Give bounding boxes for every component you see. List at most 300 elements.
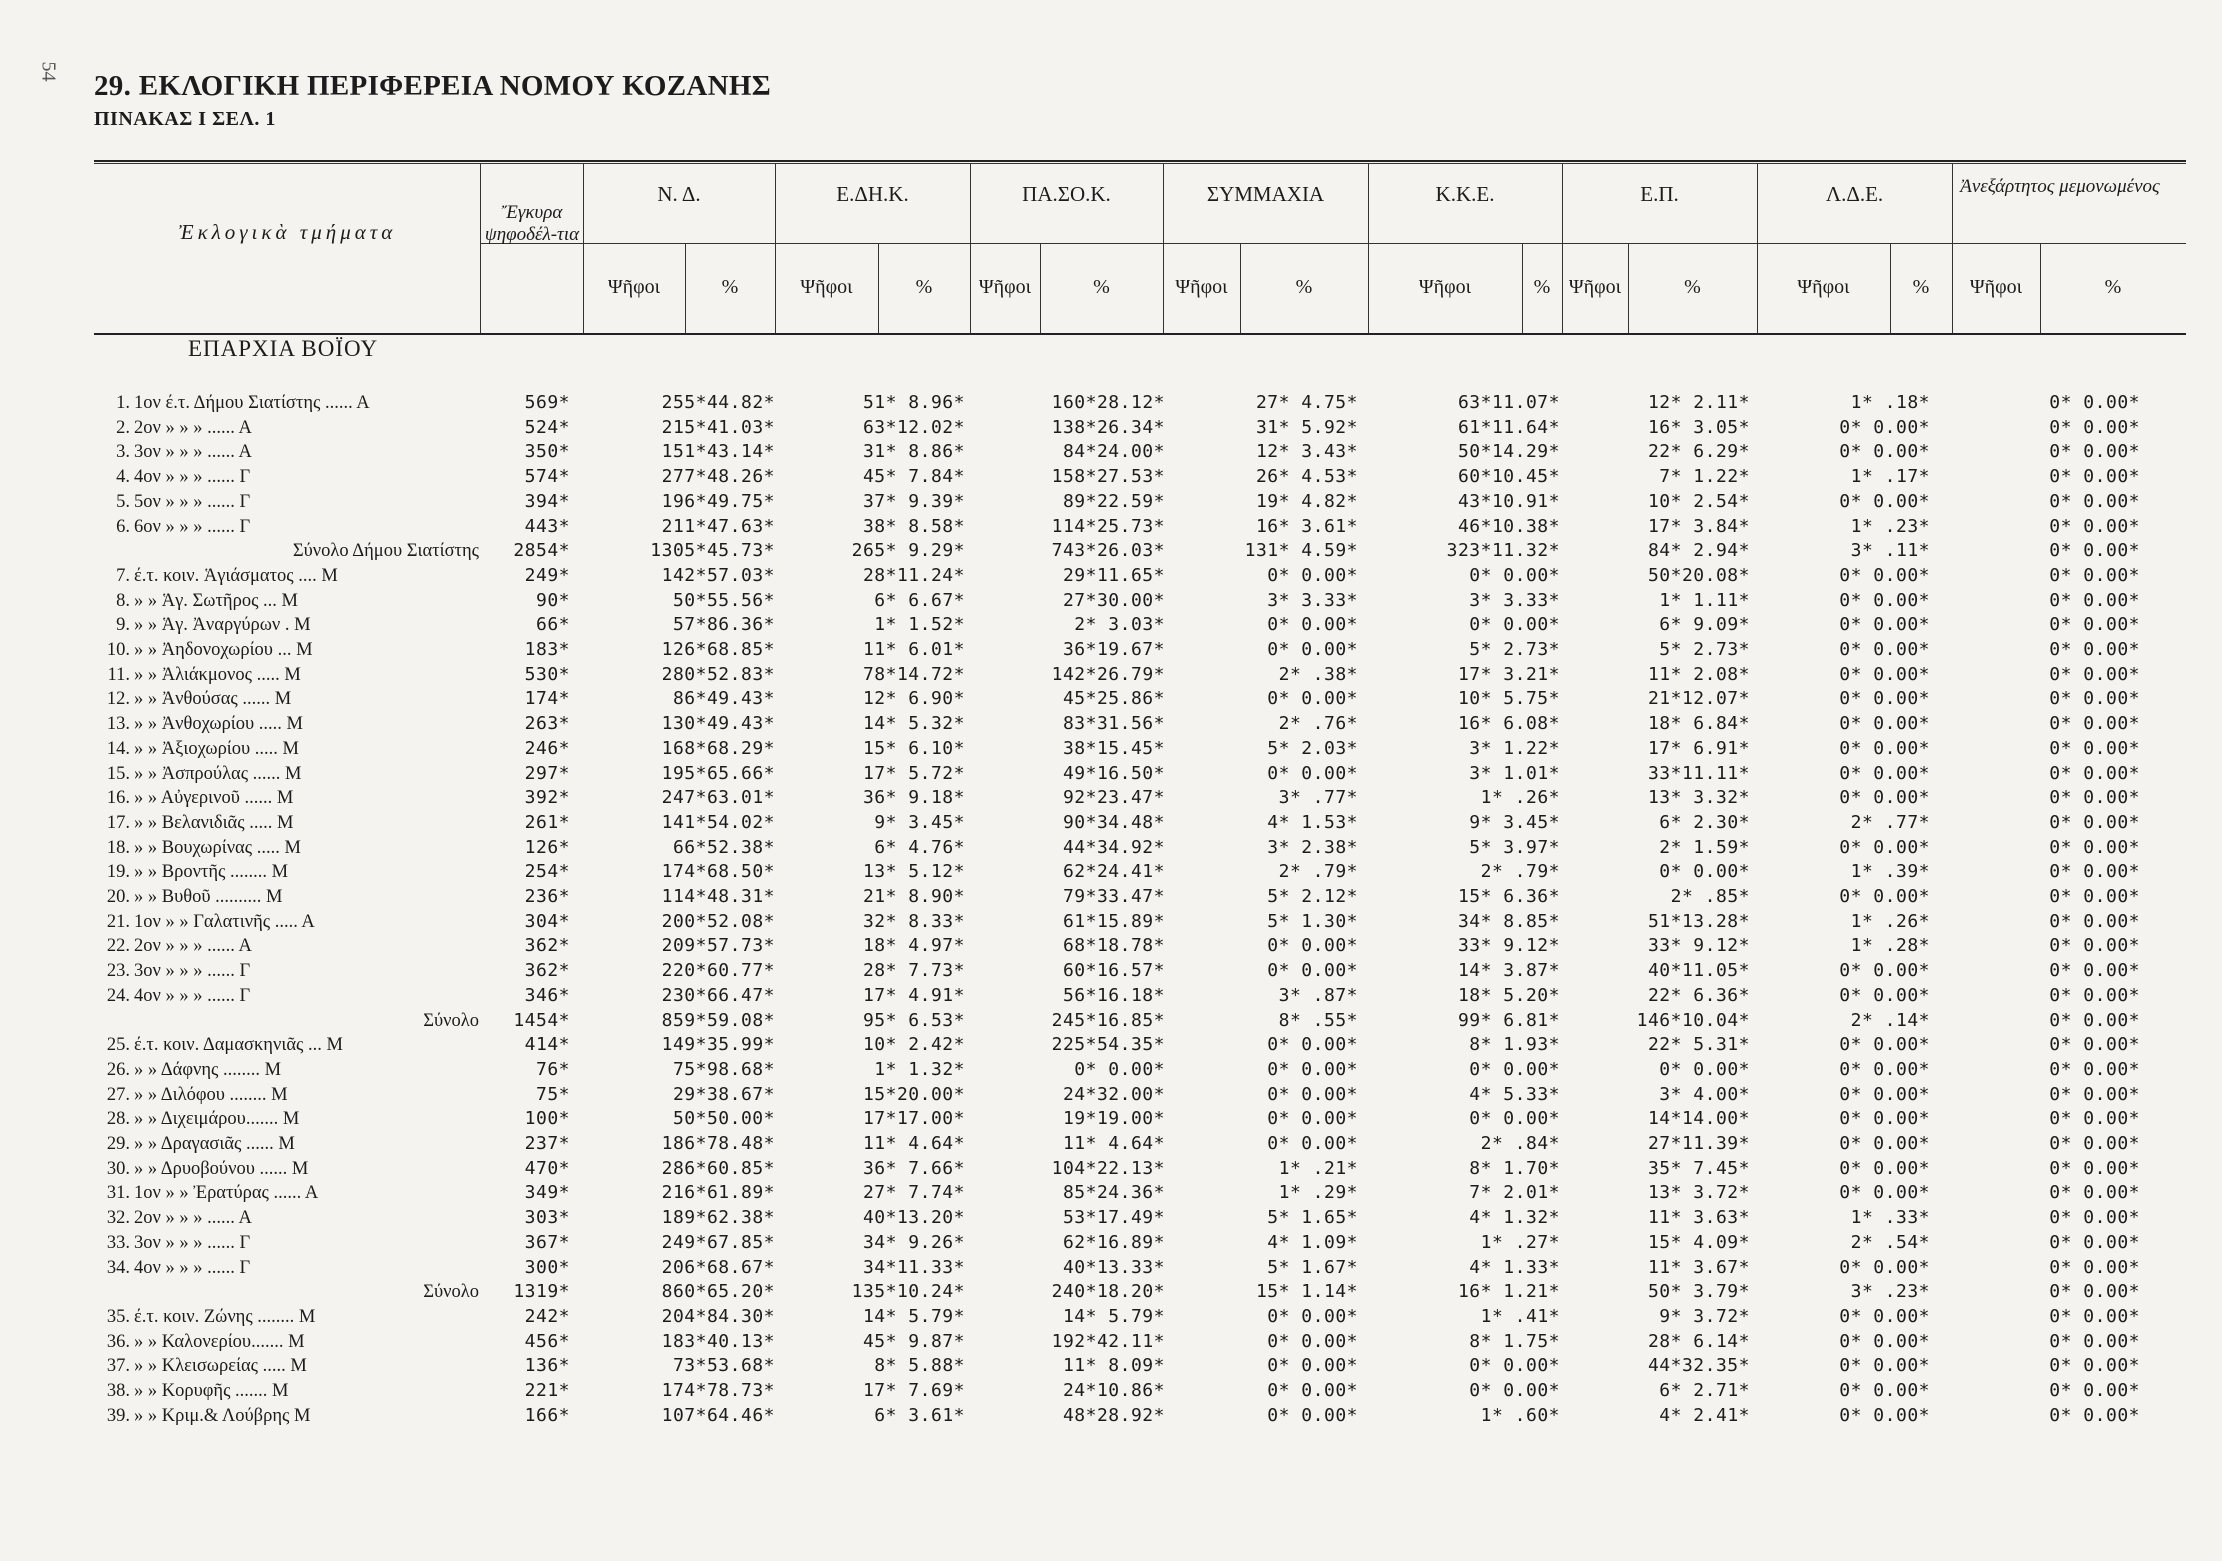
cell-ind: 0* 0.00* — [2049, 1182, 2140, 1204]
table-row — [0, 1354, 2222, 1379]
cell-ep: 28* 6.14* — [1647, 1330, 1750, 1352]
cell-ind: 0* 0.00* — [2049, 1231, 2140, 1253]
cell-ind: 0* 0.00* — [2049, 1108, 2140, 1130]
table-row — [0, 984, 2222, 1009]
section-name: 2ον » » » ...... Α — [134, 1208, 252, 1229]
cell-edik: 95* 6.53* — [862, 1009, 965, 1031]
cell-kke: 33* 9.12* — [1457, 935, 1560, 957]
cell-pasok: 14* 5.79* — [1062, 1305, 1165, 1327]
subheader-votes: Ψῆφοι — [1175, 276, 1228, 298]
header-sections: Ἐκλογικὰ τμήματα — [178, 220, 397, 244]
section-name: » » Κριμ.& Λούβρης Μ — [134, 1405, 311, 1426]
cell-edik: 13* 5.12* — [862, 861, 965, 883]
cell-syn: 3* .77* — [1278, 787, 1358, 809]
cell-edik: 135*10.24* — [851, 1281, 965, 1303]
cell-kke: 3* 1.22* — [1469, 737, 1560, 759]
section-name: 2ον » » » ...... Α — [134, 417, 252, 438]
cell-kke: 99* 6.81* — [1457, 1009, 1560, 1031]
cell-edik: 51* 8.96* — [862, 392, 965, 413]
cell-syn: 0* 0.00* — [1267, 960, 1358, 982]
cell-edik: 8* 5.88* — [874, 1355, 965, 1377]
cell-ind: 0* 0.00* — [2049, 490, 2140, 512]
row-number: 33. — [106, 1232, 130, 1253]
cell-valid: 524* — [524, 416, 570, 438]
subheader-percent: % — [1533, 276, 1551, 298]
cell-nd: 204*84.30* — [661, 1305, 775, 1327]
subheader-percent: % — [1684, 276, 1701, 298]
section-name: 1ον έ.τ. Δήμου Σιατίστης ...... Α — [134, 393, 370, 413]
table-row — [0, 564, 2222, 589]
row-number: 2. — [116, 417, 130, 438]
cell-valid: 136* — [524, 1355, 570, 1377]
cell-kke: 34* 8.85* — [1457, 910, 1560, 932]
cell-syn: 2* .79* — [1278, 861, 1358, 883]
cell-valid: 297* — [524, 762, 570, 784]
cell-pasok: 29*11.65* — [1062, 564, 1165, 586]
cell-valid: 300* — [524, 1256, 570, 1278]
section-name: » » Δραγασιᾶς ...... Μ — [134, 1134, 295, 1154]
cell-ep: 16* 3.05* — [1647, 416, 1750, 438]
cell-ep: 1* 1.11* — [1659, 589, 1750, 611]
cell-valid: 254* — [524, 861, 570, 883]
table-row — [0, 1305, 2222, 1330]
cell-nd: 249*67.85* — [661, 1231, 775, 1253]
cell-lade: 3* .11* — [1850, 540, 1930, 562]
cell-nd: 66*52.38* — [672, 836, 775, 858]
cell-pasok: 45*25.86* — [1062, 688, 1165, 710]
cell-ind: 0* 0.00* — [2049, 811, 2140, 833]
row-number: 30. — [106, 1158, 130, 1179]
cell-edik: 17* 7.69* — [862, 1380, 965, 1401]
cell-nd: 286*60.85* — [661, 1157, 775, 1179]
cell-syn: 0* 0.00* — [1267, 1058, 1358, 1080]
cell-syn: 8* .55* — [1278, 1009, 1358, 1031]
subheader-percent: % — [1093, 276, 1110, 298]
header-party-kke: Κ.Κ.Ε. — [1435, 182, 1495, 206]
table-row — [0, 712, 2222, 737]
table-row — [0, 860, 2222, 885]
subheader-votes: Ψῆφοι — [800, 276, 853, 298]
cell-ind: 0* 0.00* — [2049, 787, 2140, 809]
cell-edik: 6* 4.76* — [874, 836, 965, 858]
cell-ep: 146*10.04* — [1636, 1009, 1750, 1031]
cell-valid: 75* — [535, 1083, 570, 1105]
subheader-votes: Ψῆφοι — [1969, 276, 2023, 298]
cell-valid: 349* — [524, 1182, 570, 1204]
cell-ep: 51*13.28* — [1647, 910, 1750, 932]
table-row — [0, 416, 2222, 441]
cell-ep: 14*14.00* — [1647, 1108, 1750, 1130]
subtotal-row — [0, 539, 2222, 564]
section-name: έ.τ. κοιν. Ζώνης ........ Μ — [134, 1306, 316, 1327]
cell-syn: 12* 3.43* — [1255, 441, 1358, 463]
cell-edik: 14* 5.79* — [862, 1305, 965, 1327]
cell-valid: 246* — [524, 737, 570, 759]
cell-kke: 0* 0.00* — [1469, 614, 1560, 636]
cell-kke: 4* 1.33* — [1469, 1256, 1560, 1278]
section-name: » » Ἀνθούσας ...... Μ — [134, 689, 292, 710]
cell-lade: 0* 0.00* — [1839, 1330, 1930, 1352]
cell-lade: 2* .77* — [1850, 811, 1930, 833]
cell-ind: 0* 0.00* — [2049, 713, 2140, 735]
cell-kke: 43*10.91* — [1457, 490, 1560, 512]
cell-pasok: 60*16.57* — [1062, 960, 1165, 982]
subheader-votes: Ψῆφοι — [1568, 276, 1622, 298]
cell-kke: 0* 0.00* — [1469, 1058, 1560, 1080]
cell-kke: 2* .84* — [1480, 1133, 1560, 1154]
cell-kke: 4* 1.32* — [1469, 1207, 1560, 1229]
cell-ep: 50*20.08* — [1647, 564, 1750, 586]
cell-ep: 17* 6.91* — [1647, 737, 1750, 759]
row-number: 20. — [106, 887, 130, 907]
row-number: 1. — [116, 393, 130, 413]
cell-valid: 237* — [524, 1133, 570, 1154]
cell-lade: 1* .26* — [1850, 910, 1930, 932]
cell-syn: 5* 1.65* — [1267, 1207, 1358, 1229]
cell-lade: 1* .18* — [1850, 392, 1930, 413]
row-number: 15. — [106, 763, 130, 784]
cell-nd: 1305*45.73* — [650, 540, 775, 562]
cell-valid: 394* — [524, 490, 570, 512]
section-name: έ.τ. κοιν. Ἁγιάσματος .... Μ — [134, 565, 338, 586]
cell-ind: 0* 0.00* — [2049, 614, 2140, 636]
cell-ind: 0* 0.00* — [2049, 416, 2140, 438]
cell-kke: 8* 1.75* — [1469, 1330, 1560, 1352]
cell-valid: 569* — [524, 392, 570, 413]
subheader-percent: % — [1295, 276, 1313, 298]
cell-nd: 168*68.29* — [661, 737, 775, 759]
district-heading: ΕΠΑΡΧΙΑ ΒΟΪΟΥ — [188, 336, 379, 361]
cell-kke: 3* 3.33* — [1469, 589, 1560, 611]
cell-nd: 211*47.63* — [661, 515, 775, 537]
cell-syn: 3* .87* — [1278, 984, 1358, 1006]
subheader-votes: Ψῆφοι — [1418, 276, 1472, 298]
cell-ep: 33*11.11* — [1647, 762, 1750, 784]
row-number: 38. — [106, 1381, 130, 1401]
cell-ind: 0* 0.00* — [2049, 1380, 2140, 1401]
row-number: 25. — [106, 1035, 130, 1056]
cell-valid: 350* — [524, 441, 570, 463]
cell-ep: 0* 0.00* — [1659, 1058, 1750, 1080]
cell-pasok: 53*17.49* — [1062, 1207, 1165, 1229]
cell-pasok: 61*15.89* — [1062, 910, 1165, 932]
subheader-percent: % — [2104, 276, 2122, 298]
cell-syn: 0* 0.00* — [1267, 688, 1358, 710]
cell-ind: 0* 0.00* — [2049, 1207, 2140, 1229]
cell-pasok: 85*24.36* — [1062, 1182, 1165, 1204]
table-row — [0, 1157, 2222, 1182]
cell-nd: 220*60.77* — [661, 960, 775, 982]
cell-kke: 323*11.32* — [1446, 540, 1560, 562]
table-row — [0, 1083, 2222, 1108]
cell-syn: 0* 0.00* — [1267, 1305, 1358, 1327]
cell-ep: 22* 5.31* — [1647, 1034, 1750, 1056]
cell-edik: 14* 5.32* — [862, 713, 965, 735]
cell-pasok: 104*22.13* — [1051, 1157, 1165, 1179]
cell-edik: 11* 4.64* — [862, 1133, 965, 1154]
cell-lade: 0* 0.00* — [1839, 416, 1930, 438]
cell-nd: 151*43.14* — [661, 441, 775, 463]
cell-syn: 0* 0.00* — [1267, 1404, 1358, 1426]
cell-valid: 367* — [524, 1231, 570, 1253]
cell-edik: 28* 7.73* — [862, 960, 965, 982]
cell-kke: 63*11.07* — [1457, 392, 1560, 413]
cell-syn: 27* 4.75* — [1255, 392, 1358, 413]
cell-nd: 860*65.20* — [661, 1281, 775, 1303]
cell-ep: 9* 3.72* — [1659, 1305, 1750, 1327]
cell-ep: 4* 2.41* — [1659, 1404, 1750, 1426]
cell-syn: 0* 0.00* — [1267, 564, 1358, 586]
cell-ep: 3* 4.00* — [1659, 1083, 1750, 1105]
cell-syn: 0* 0.00* — [1267, 1355, 1358, 1377]
row-number: 22. — [106, 936, 130, 957]
cell-lade: 0* 0.00* — [1839, 886, 1930, 907]
cell-kke: 60*10.45* — [1457, 466, 1560, 488]
cell-nd: 280*52.83* — [661, 663, 775, 685]
cell-valid: 1319* — [513, 1281, 570, 1303]
row-number: 17. — [106, 812, 130, 833]
cell-kke: 0* 0.00* — [1469, 1108, 1560, 1130]
cell-pasok: 49*16.50* — [1062, 762, 1165, 784]
row-number: 18. — [106, 837, 130, 858]
table-row — [0, 934, 2222, 959]
cell-syn: 4* 1.09* — [1267, 1231, 1358, 1253]
section-name: » » Ἀνθοχωρίου ..... Μ — [134, 714, 304, 735]
cell-pasok: 245*16.85* — [1051, 1009, 1165, 1031]
table-row — [0, 515, 2222, 540]
cell-valid: 249* — [524, 564, 570, 586]
cell-ind: 0* 0.00* — [2049, 663, 2140, 685]
section-name: » » Βυθοῦ .......... Μ — [134, 887, 283, 907]
cell-edik: 45* 9.87* — [862, 1330, 965, 1352]
section-name: » » Δάφνης ........ Μ — [134, 1059, 282, 1080]
cell-ep: 40*11.05* — [1647, 960, 1750, 982]
cell-ind: 0* 0.00* — [2049, 515, 2140, 537]
section-name: 3ον » » » ...... Γ — [134, 1232, 251, 1253]
cell-pasok: 92*23.47* — [1062, 787, 1165, 809]
cell-ep: 18* 6.84* — [1647, 713, 1750, 735]
cell-nd: 195*65.66* — [661, 762, 775, 784]
cell-ep: 11* 2.08* — [1647, 663, 1750, 685]
cell-pasok: 11* 8.09* — [1062, 1355, 1165, 1377]
cell-nd: 200*52.08* — [661, 910, 775, 932]
cell-nd: 196*49.75* — [661, 490, 775, 512]
table-row — [0, 1107, 2222, 1132]
cell-ind: 0* 0.00* — [2049, 540, 2140, 562]
cell-ep: 11* 3.63* — [1647, 1207, 1750, 1229]
cell-lade: 0* 0.00* — [1839, 1256, 1930, 1278]
table-row — [0, 1256, 2222, 1281]
cell-valid: 126* — [524, 836, 570, 858]
cell-ind: 0* 0.00* — [2049, 1157, 2140, 1179]
cell-kke: 46*10.38* — [1457, 515, 1560, 537]
table-row — [0, 762, 2222, 787]
cell-syn: 26* 4.53* — [1255, 466, 1358, 488]
cell-ind: 0* 0.00* — [2049, 935, 2140, 957]
cell-pasok: 56*16.18* — [1062, 984, 1165, 1006]
cell-nd: 215*41.03* — [661, 416, 775, 438]
cell-ind: 0* 0.00* — [2049, 688, 2140, 710]
cell-lade: 0* 0.00* — [1839, 737, 1930, 759]
cell-lade: 3* .23* — [1850, 1281, 1930, 1303]
cell-valid: 362* — [524, 960, 570, 982]
table-subtitle: ΠΙΝΑΚΑΣ Ι ΣΕΛ. 1 — [94, 108, 276, 130]
header-party-lade: Λ.Δ.Ε. — [1825, 182, 1884, 206]
section-name: Σύνολο — [423, 1282, 479, 1303]
cell-nd: 141*54.02* — [661, 811, 775, 833]
cell-edik: 36* 7.66* — [862, 1157, 965, 1179]
cell-nd: 189*62.38* — [661, 1207, 775, 1229]
cell-lade: 1* .17* — [1850, 466, 1930, 488]
cell-valid: 90* — [535, 589, 570, 611]
cell-pasok: 0* 0.00* — [1074, 1058, 1165, 1080]
cell-lade: 0* 0.00* — [1839, 1133, 1930, 1154]
cell-pasok: 142*26.79* — [1051, 663, 1165, 685]
section-name: » » Βουχωρίνας ..... Μ — [134, 837, 301, 858]
cell-edik: 17*17.00* — [862, 1108, 965, 1130]
table-row — [0, 959, 2222, 984]
cell-ep: 27*11.39* — [1647, 1133, 1750, 1154]
table-row — [0, 1404, 2222, 1429]
cell-edik: 17* 5.72* — [862, 762, 965, 784]
cell-pasok: 158*27.53* — [1051, 466, 1165, 488]
section-name: 4ον » » » ...... Γ — [134, 467, 251, 488]
section-name: » » Ἀλιάκμονος ..... Μ — [134, 664, 301, 685]
row-number: 26. — [106, 1059, 130, 1080]
cell-kke: 16* 1.21* — [1457, 1281, 1560, 1303]
cell-nd: 107*64.46* — [661, 1404, 775, 1426]
cell-ep: 6* 2.71* — [1659, 1380, 1750, 1401]
cell-nd: 29*38.67* — [672, 1083, 775, 1105]
cell-valid: 76* — [535, 1058, 570, 1080]
cell-kke: 17* 3.21* — [1457, 663, 1560, 685]
cell-kke: 14* 3.87* — [1457, 960, 1560, 982]
row-number: 23. — [106, 961, 130, 982]
table-row — [0, 885, 2222, 910]
cell-edik: 38* 8.58* — [862, 515, 965, 537]
section-name: 5ον » » » ...... Γ — [134, 491, 251, 512]
cell-syn: 19* 4.82* — [1255, 490, 1358, 512]
cell-pasok: 40*13.33* — [1062, 1256, 1165, 1278]
section-name: » » Ἀηδονοχωρίου ... Μ — [134, 640, 313, 660]
cell-syn: 0* 0.00* — [1267, 639, 1358, 660]
cell-ind: 0* 0.00* — [2049, 1355, 2140, 1377]
section-name: 4ον » » » ...... Γ — [134, 985, 251, 1006]
section-name: έ.τ. κοιν. Δαμασκηνιᾶς ... Μ — [134, 1035, 343, 1056]
cell-nd: 57*86.36* — [672, 614, 775, 636]
cell-syn: 5* 2.03* — [1267, 737, 1358, 759]
table-row — [0, 687, 2222, 712]
cell-pasok: 160*28.12* — [1051, 392, 1165, 413]
row-number: 24. — [106, 985, 130, 1006]
cell-nd: 209*57.73* — [661, 935, 775, 957]
cell-ind: 0* 0.00* — [2049, 886, 2140, 907]
cell-syn: 131* 4.59* — [1244, 540, 1358, 562]
row-number: 31. — [106, 1183, 130, 1204]
cell-nd: 183*40.13* — [661, 1330, 775, 1352]
section-name: » » Ἀσπρούλας ...... Μ — [134, 763, 302, 784]
cell-edik: 63*12.02* — [862, 416, 965, 438]
cell-lade: 2* .54* — [1850, 1231, 1930, 1253]
cell-edik: 1* 1.32* — [874, 1058, 965, 1080]
section-name: Σύνολο Δήμου Σιατίστης — [292, 541, 479, 562]
cell-nd: 247*63.01* — [661, 787, 775, 809]
cell-nd: 206*68.67* — [661, 1256, 775, 1278]
cell-lade: 1* .23* — [1850, 515, 1930, 537]
cell-kke: 3* 1.01* — [1469, 762, 1560, 784]
cell-pasok: 44*34.92* — [1062, 836, 1165, 858]
cell-valid: 261* — [524, 811, 570, 833]
cell-edik: 28*11.24* — [862, 564, 965, 586]
cell-ep: 35* 7.45* — [1647, 1157, 1750, 1179]
cell-syn: 0* 0.00* — [1267, 1380, 1358, 1401]
row-number: 8. — [116, 590, 130, 611]
cell-valid: 166* — [524, 1404, 570, 1426]
table-row — [0, 1033, 2222, 1058]
cell-lade: 0* 0.00* — [1839, 836, 1930, 858]
cell-ep: 84* 2.94* — [1647, 540, 1750, 562]
cell-pasok: 83*31.56* — [1062, 713, 1165, 735]
cell-edik: 27* 7.74* — [862, 1182, 965, 1204]
cell-pasok: 2* 3.03* — [1074, 614, 1165, 636]
cell-nd: 73*53.68* — [672, 1355, 775, 1377]
cell-nd: 859*59.08* — [661, 1009, 775, 1031]
section-name: Σύνολο — [423, 1010, 479, 1031]
cell-edik: 18* 4.97* — [862, 935, 965, 957]
row-number: 10. — [106, 640, 130, 660]
party-subheader-rule — [480, 243, 2186, 244]
cell-ep: 10* 2.54* — [1647, 490, 1750, 512]
cell-ind: 0* 0.00* — [2049, 737, 2140, 759]
cell-ep: 7* 1.22* — [1659, 466, 1750, 488]
cell-kke: 7* 2.01* — [1469, 1182, 1560, 1204]
cell-syn: 16* 3.61* — [1255, 515, 1358, 537]
cell-lade: 0* 0.00* — [1839, 1182, 1930, 1204]
cell-valid: 221* — [524, 1380, 570, 1401]
table-row — [0, 589, 2222, 614]
cell-lade: 0* 0.00* — [1839, 713, 1930, 735]
cell-kke: 1* .26* — [1480, 787, 1560, 809]
table-row — [0, 1231, 2222, 1256]
cell-pasok: 36*19.67* — [1062, 639, 1165, 660]
cell-kke: 8* 1.93* — [1469, 1034, 1560, 1056]
cell-nd: 230*66.47* — [661, 984, 775, 1006]
cell-valid: 362* — [524, 935, 570, 957]
cell-ind: 0* 0.00* — [2049, 1133, 2140, 1154]
header-valid: Ἔγκυρα ψηφοδέλ-τια — [484, 202, 580, 245]
cell-pasok: 68*18.78* — [1062, 935, 1165, 957]
cell-ind: 0* 0.00* — [2049, 1305, 2140, 1327]
row-number: 4. — [116, 467, 130, 488]
top-rule — [94, 160, 2186, 162]
cell-ind: 0* 0.00* — [2049, 861, 2140, 883]
cell-pasok: 62*16.89* — [1062, 1231, 1165, 1253]
cell-ind: 0* 0.00* — [2049, 1281, 2140, 1303]
cell-pasok: 19*19.00* — [1062, 1108, 1165, 1130]
cell-ind: 0* 0.00* — [2049, 564, 2140, 586]
section-name: » » Αὐγερινοῦ ...... Μ — [134, 788, 294, 809]
cell-nd: 126*68.85* — [661, 639, 775, 660]
page-marker: 54 — [37, 61, 60, 82]
section-name: » » Ἀξιοχωρίου ..... Μ — [134, 738, 300, 759]
cell-syn: 5* 1.67* — [1267, 1256, 1358, 1278]
cell-ep: 0* 0.00* — [1659, 861, 1750, 883]
cell-lade: 1* .33* — [1850, 1207, 1930, 1229]
section-name: 6ον » » » ...... Γ — [134, 516, 251, 537]
cell-valid: 263* — [524, 713, 570, 735]
cell-valid: 392* — [524, 787, 570, 809]
cell-pasok: 89*22.59* — [1062, 490, 1165, 512]
